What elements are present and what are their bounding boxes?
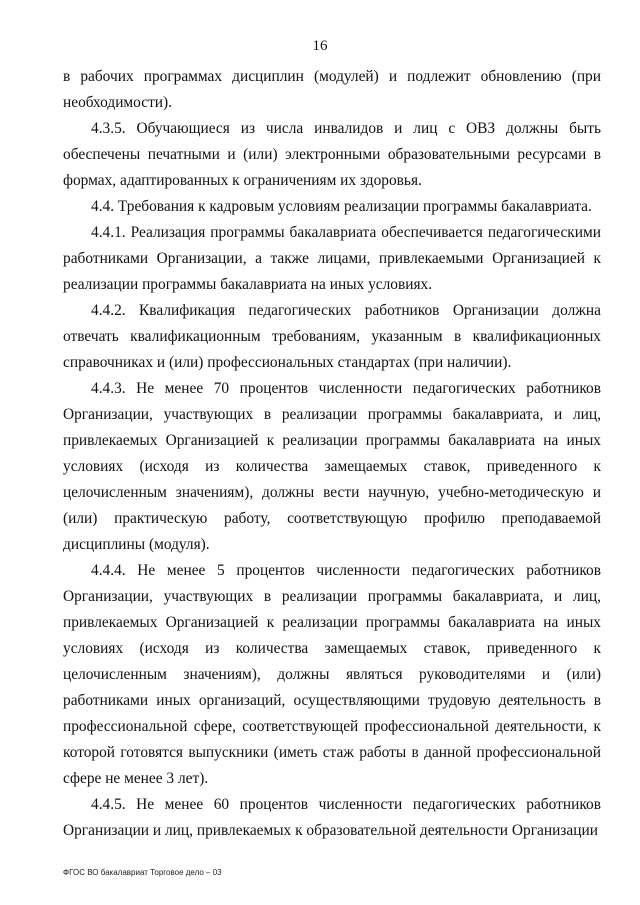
paragraph-4-4-5: 4.4.5. Не менее 60 процентов численности педагогических работников Организации и лиц, привлекаемых к образовательной деятельности Организации — [63, 796, 601, 839]
paragraph-4-4-2: 4.4.2. Квалификация педагогических работников Организации должна отвечать квалификационным требованиям, указанным в квалификационных справочниках и (или) профессиональных стандартах (при наличии). — [63, 302, 601, 371]
footer-caption: ФГОС ВО бакалавриат Торговое дело – 03 — [63, 868, 222, 877]
paragraph-4-4-3: 4.4.3. Не менее 70 процентов численности педагогических работников Организации, участвующих в реализации программы бакалавриата, и лиц, привлекаемых Организацией к реализации программы бакалавриата на иных условиях (исходя из количества замещаемых ставок, приведенного к целочисленным значениям), должны вести научную, учебно-методическую и (или) практическую работу, соответствующую профилю преподаваемой дисциплины (модуля). — [63, 380, 601, 553]
document-body — [63, 64, 601, 844]
paragraph-4-4-4: 4.4.4. Не менее 5 процентов численности педагогических работников Организации, участвующих в реализации программы бакалавриата, и лиц, привлекаемых Организацией к реализации программы бакалавриата на иных условиях (исходя из количества замещаемых ставок, приведенного к целочисленным значениям), должны являться руководителями и (или) работниками иных организаций, осуществляющими трудовую деятельность в профессиональной сфере, соответствующей профессиональной деятельности, к которой готовятся выпускники (иметь стаж работы в данной профессиональной сфере не менее 3 лет). — [63, 562, 601, 787]
section-heading-4-4: 4.4. Требования к кадровым условиям реализации программы бакалавриата. — [91, 198, 592, 215]
page-number: 16 — [312, 38, 328, 54]
paragraph-4-4-1: 4.4.1. Реализация программы бакалавриата обеспечивается педагогическими работниками Организации, а также лицами, привлекаемыми Организацией к реализации программы бакалавриата на иных условиях. — [63, 224, 601, 293]
paragraph-4-3-5: 4.3.5. Обучающиеся из числа инвалидов и лиц с ОВЗ должны быть обеспечены печатными и (или) электронными образовательными ресурсами в формах, адаптированных к ограничениям их здоровья. — [63, 120, 601, 189]
paragraph-continuation: в рабочих программах дисциплин (модулей) и подлежит обновлению (при необходимости). — [63, 68, 601, 111]
